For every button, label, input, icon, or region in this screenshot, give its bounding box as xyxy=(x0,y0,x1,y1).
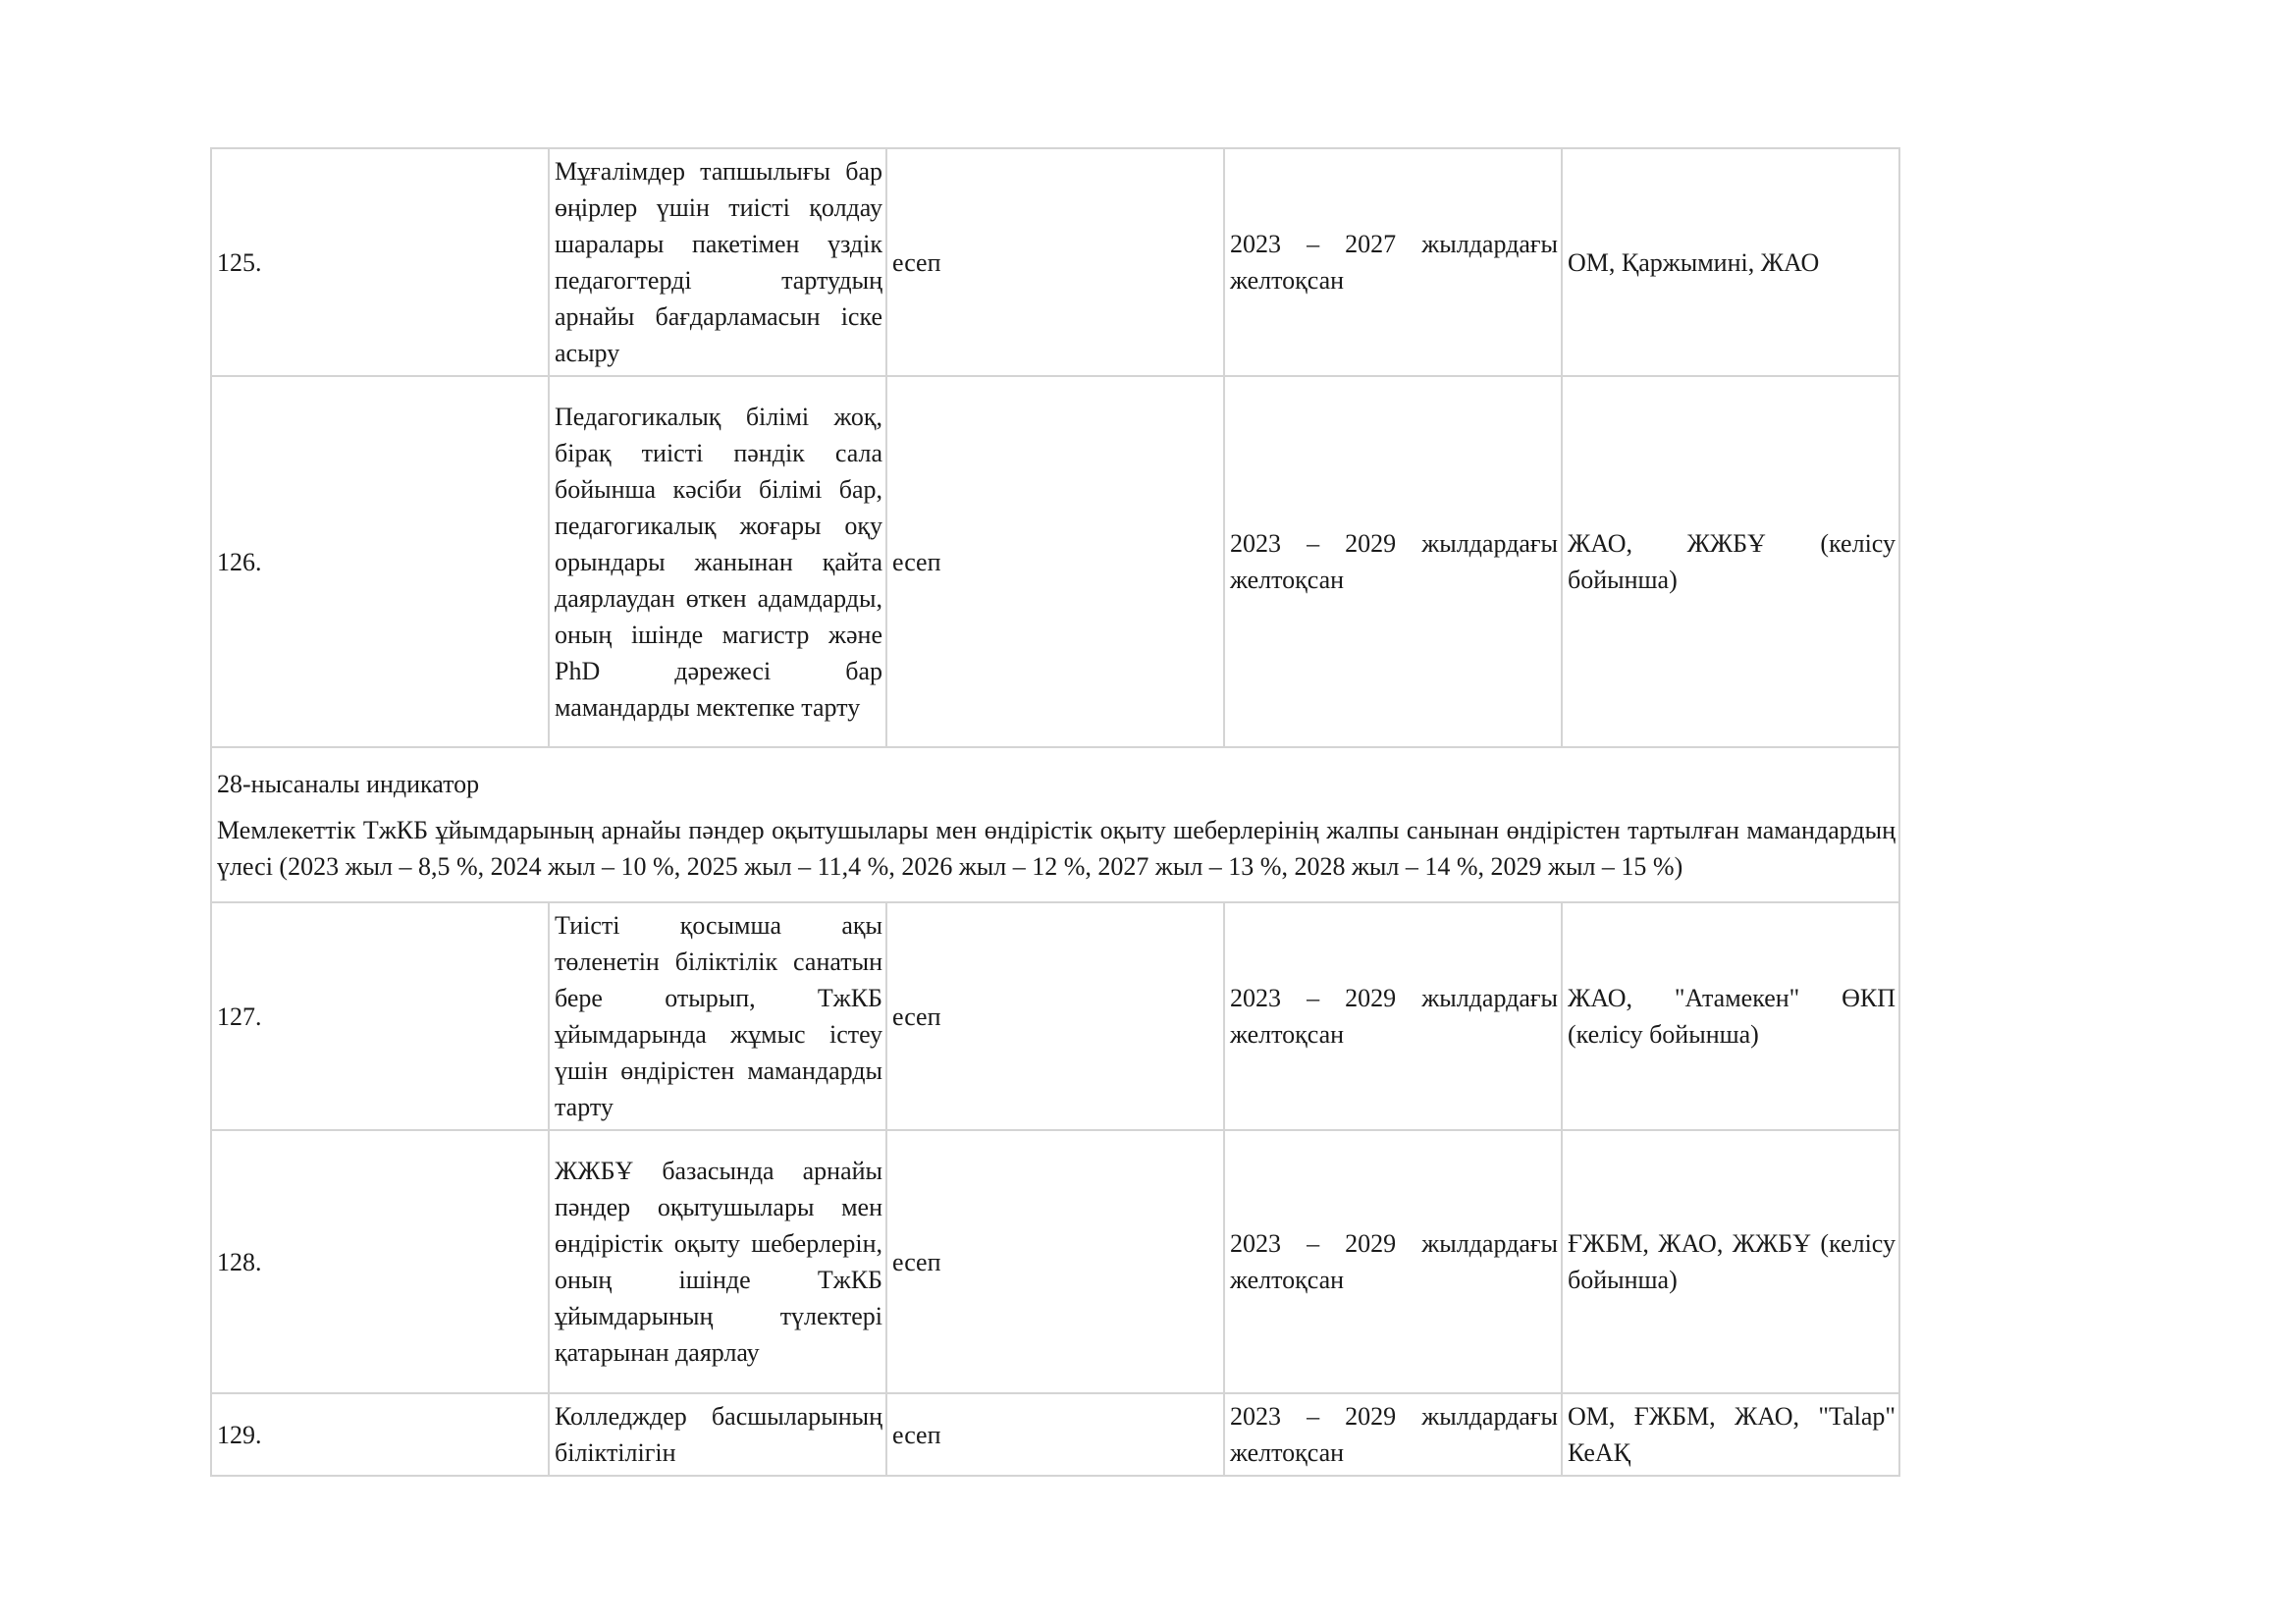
deadline: 2023 – 2027 жылдардағы желтоқсан xyxy=(1224,148,1562,376)
table-row xyxy=(211,376,1899,747)
deadline: 2023 – 2029 жылдардағы желтоқсан xyxy=(1224,376,1562,747)
indicator-title: 28-нысаналы индикатор xyxy=(217,769,480,798)
deadline: 2023 – 2029 жылдардағы желтоқсан xyxy=(1224,1130,1562,1393)
responsible-executors: ЖАО, "Атамекен" ӨКП (келісу бойынша) xyxy=(1562,902,1899,1130)
table-row xyxy=(211,148,1899,376)
indicator-text: Мемлекеттік ТжКБ ұйымдарының арнайы пәндер оқытушылары мен өндірістік оқыту шеберлерінің жалпы санынан өндірістен тартылған мамандардың үлесі (2023 жыл – 8,5 %, 2024 жыл – 10 %, 2025 жыл – 11,4 %, 2026 жыл – 12 %, 2027 жыл – 13 %, 2028 жыл – 14 %, 2029 жыл – 15 %) xyxy=(217,815,1896,881)
deadline: 2023 – 2029 жылдардағы желтоқсан xyxy=(1224,1393,1562,1476)
completion-form: есеп xyxy=(886,902,1224,1130)
row-number: 126. xyxy=(211,376,549,747)
responsible-executors: ЖАО, ЖЖБҰ (келісу бойынша) xyxy=(1562,376,1899,747)
row-number: 127. xyxy=(211,902,549,1130)
completion-form: есеп xyxy=(886,1130,1224,1393)
action-description: Тиісті қосымша ақы төленетін біліктілік санатын бере отырып, ТжКБ ұйымдарында жұмыс істеу үшін өндірістен мамандарды тарту xyxy=(549,902,886,1130)
indicator-row xyxy=(211,747,1899,902)
action-description: Педагогикалық білімі жоқ, бірақ тиісті пәндік сала бойынша кәсіби білімі бар, педагогикалық жоғары оқу орындары жанынан қайта даярлаудан өткен адамдарды, оның ішінде магистр және PhD дәрежесі бар мамандарды мектепке тарту xyxy=(549,376,886,747)
action-plan-table xyxy=(210,147,1900,1477)
responsible-executors: ОМ, Қаржымині, ЖАО xyxy=(1562,148,1899,376)
responsible-executors: ОМ, ҒЖБМ, ЖАО, "Talap" КеАҚ xyxy=(1562,1393,1899,1476)
row-number: 128. xyxy=(211,1130,549,1393)
completion-form: есеп xyxy=(886,148,1224,376)
row-number: 129. xyxy=(211,1393,549,1476)
completion-form: есеп xyxy=(886,376,1224,747)
action-description: Колледждер басшыларының біліктілігін xyxy=(549,1393,886,1476)
table-row xyxy=(211,1393,1899,1476)
target-indicator-cell xyxy=(211,747,1899,902)
action-description: Мұғалімдер тапшылығы бар өңірлер үшін тиісті қолдау шаралары пакетімен үздік педагогтерді тартудың арнайы бағдарламасын іске асыру xyxy=(549,148,886,376)
deadline: 2023 – 2029 жылдардағы желтоқсан xyxy=(1224,902,1562,1130)
action-description: ЖЖБҰ базасында арнайы пәндер оқытушылары мен өндірістік оқыту шеберлерін, оның ішінде ТжКБ ұйымдарының түлектері қатарынан даярлау xyxy=(549,1130,886,1393)
document-page xyxy=(210,147,1898,1477)
responsible-executors: ҒЖБМ, ЖАО, ЖЖБҰ (келісу бойынша) xyxy=(1562,1130,1899,1393)
completion-form: есеп xyxy=(886,1393,1224,1476)
table-row xyxy=(211,902,1899,1130)
row-number: 125. xyxy=(211,148,549,376)
table-row xyxy=(211,1130,1899,1393)
